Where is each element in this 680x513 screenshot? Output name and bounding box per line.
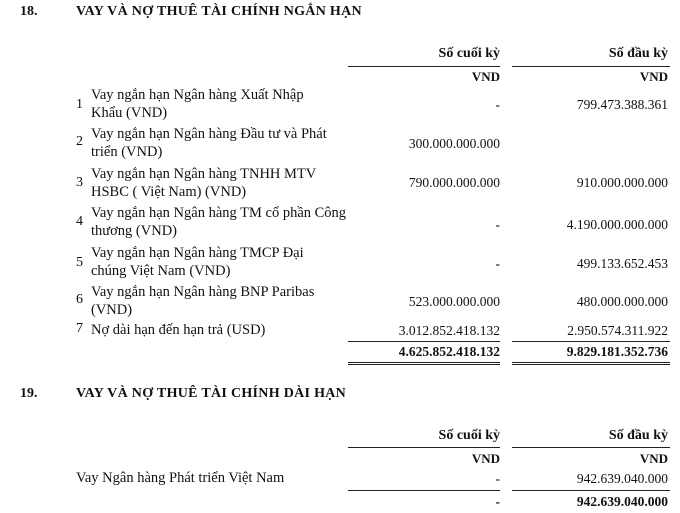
unit-start: VND — [639, 451, 668, 466]
row-description: Vay ngắn hạn Ngân hàng TM cổ phần Công thương (VND) — [91, 205, 347, 239]
total-double-rule — [348, 364, 500, 365]
header-rule — [348, 447, 500, 448]
row-number: 6 — [76, 292, 83, 307]
total-rule — [512, 341, 670, 342]
total-double-rule — [348, 362, 500, 363]
row-description: Vay ngắn hạn Ngân hàng TMCP Đại chúng Việt Nam (VND) — [91, 245, 304, 279]
row-value-end: - — [495, 256, 500, 271]
row-description: Vay ngắn hạn Ngân hàng Xuất Nhập Khẩu (VND) — [91, 87, 304, 121]
total-end: 4.625.852.418.132 — [398, 344, 500, 359]
row-description: Vay ngắn hạn Ngân hàng BNP Paribas (VND) — [91, 284, 315, 318]
total-rule — [512, 490, 670, 491]
row-description: Vay ngắn hạn Ngân hàng TNHH MTV HSBC ( Việt Nam) (VND) — [91, 166, 316, 200]
unit-start: VND — [639, 69, 668, 84]
header-rule — [512, 447, 670, 448]
row-description: Vay Ngân hàng Phát triển Việt Nam — [76, 470, 285, 486]
total-start: 942.639.040.000 — [576, 494, 668, 509]
row-description: Vay ngắn hạn Ngân hàng Đầu tư và Phát triển (VND) — [91, 126, 327, 160]
row-value-start: 480.000.000.000 — [576, 294, 668, 309]
row-value-end: 790.000.000.000 — [408, 175, 500, 190]
row-value-start: 942.639.040.000 — [576, 471, 668, 486]
total-double-rule — [512, 362, 670, 363]
total-double-rule — [512, 364, 670, 365]
section-18-number: 18. — [20, 4, 38, 19]
row-value-end: 523.000.000.000 — [408, 294, 500, 309]
row-value-start: 4.190.000.000.000 — [566, 217, 668, 232]
row-number: 1 — [76, 97, 83, 112]
header-rule — [512, 66, 670, 67]
section-19-title: VAY VÀ NỢ THUÊ TÀI CHÍNH DÀI HẠN — [76, 386, 347, 401]
row-number: 7 — [76, 321, 83, 336]
row-number: 2 — [76, 134, 83, 149]
total-end: - — [495, 494, 500, 509]
row-value-end: - — [495, 471, 500, 486]
section-19-number: 19. — [20, 386, 38, 401]
row-description: Nợ dài hạn đến hạn trả (USD) — [91, 322, 266, 338]
total-rule — [348, 341, 500, 342]
total-start: 9.829.181.352.736 — [566, 344, 668, 359]
row-value-start: 799.473.388.361 — [576, 97, 668, 112]
col-header-start: Số đầu kỳ — [608, 46, 668, 61]
row-value-end: - — [495, 97, 500, 112]
col-header-start: Số đầu kỳ — [608, 428, 668, 443]
row-value-start: 499.133.652.453 — [576, 256, 668, 271]
row-number: 5 — [76, 255, 83, 270]
total-rule — [348, 490, 500, 491]
row-number: 3 — [76, 175, 83, 190]
row-value-start: 2.950.574.311.922 — [567, 323, 668, 338]
row-value-end: 3.012.852.418.132 — [398, 323, 500, 338]
col-header-end: Số cuối kỳ — [438, 428, 500, 443]
row-value-end: 300.000.000.000 — [408, 136, 500, 151]
unit-end: VND — [471, 451, 500, 466]
unit-end: VND — [471, 69, 500, 84]
col-header-end: Số cuối kỳ — [438, 46, 500, 61]
row-value-start: 910.000.000.000 — [576, 175, 668, 190]
row-value-end: - — [495, 217, 500, 232]
row-number: 4 — [76, 214, 83, 229]
section-18-title: VAY VÀ NỢ THUÊ TÀI CHÍNH NGẮN HẠN — [76, 4, 362, 19]
header-rule — [348, 66, 500, 67]
